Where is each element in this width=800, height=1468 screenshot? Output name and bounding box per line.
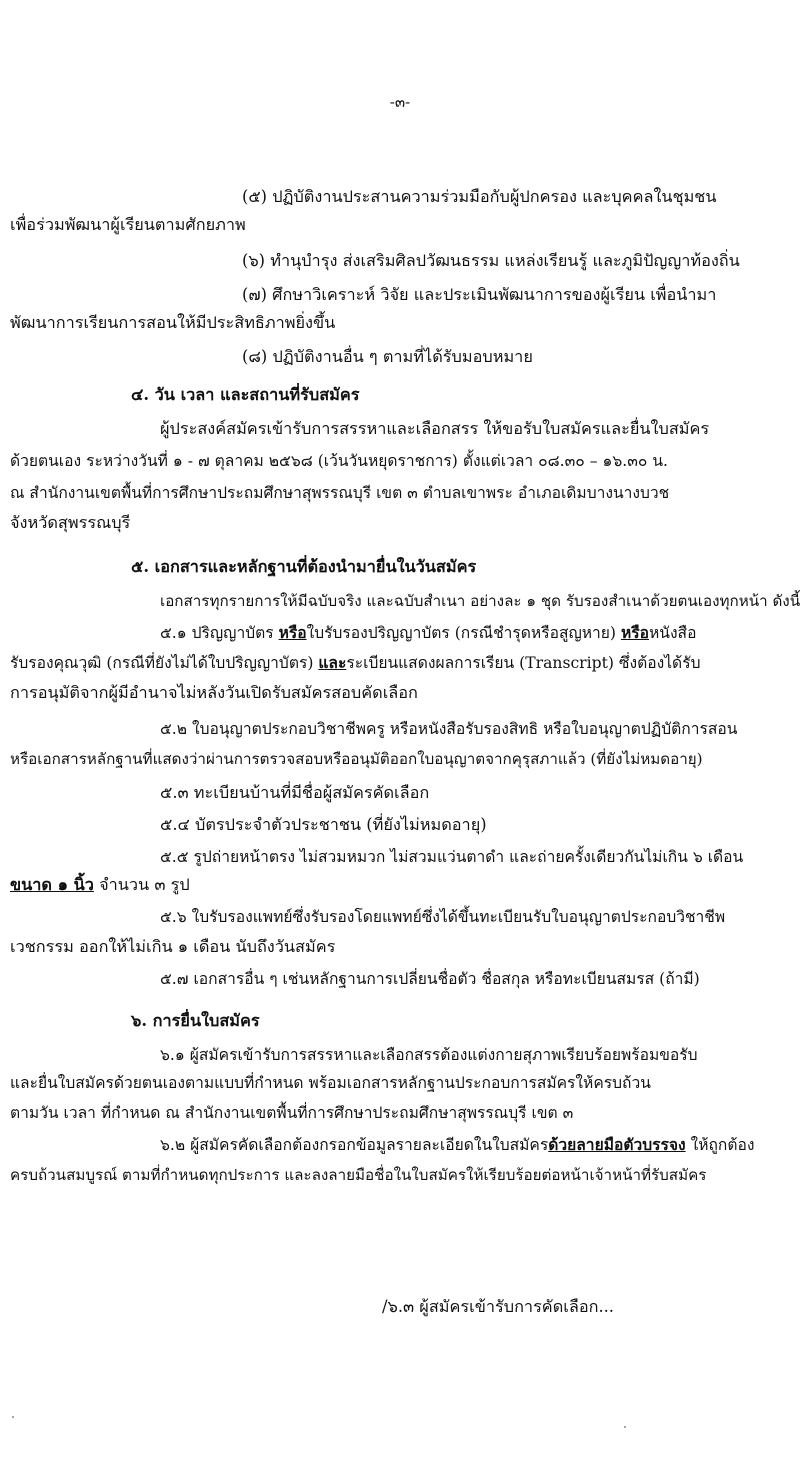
item-6-2-handwriting: ด้วยลายมือตัวบรรจง <box>548 1135 686 1154</box>
duty-5-line1: (๕) ปฏิบัติงานประสานความร่วมมือกับผู้ปกครอง และบุคคลในชุมชน <box>242 187 717 206</box>
item-5-1-line1 <box>160 622 696 644</box>
item-5-5-count: จำนวน ๓ รูป <box>93 875 190 894</box>
duty-5-line2: เพื่อร่วมพัฒนาผู้เรียนตามศักยภาพ <box>10 215 246 234</box>
item-5-1-line2-c: ระเบียนแสดงผลการเรียน (Transcript) ซึ่งต้องได้รับ <box>346 654 701 672</box>
item-6-1-line1: ๖.๑ ผู้สมัครเข้ารับการสรรหาและเลือกสรรต้องแต่งกายสุภาพเรียบร้อยพร้อมขอรับ <box>160 1046 698 1064</box>
item-6-2-line2: ครบถ้วนสมบูรณ์ ตามที่กำหนดทุกประการ และลงลายมือชื่อในใบสมัครให้เรียบร้อยต่อหน้าเจ้าหน้าที่รับสมัคร <box>10 1166 707 1184</box>
item-5-5-line1: ๕.๕ รูปถ่ายหน้าตรง ไม่สวมหมวก ไม่สวมแว่นตาดำ และถ่ายครั้งเดียวกันไม่เกิน ๖ เดือน <box>160 848 744 866</box>
item-6-1-line2: และยื่นใบสมัครด้วยตนเองตามแบบที่กำหนด พร้อมเอกสารหลักฐานประกอบการสมัครให้ครบถ้วน <box>10 1074 651 1092</box>
section-4-line1: ผู้ประสงค์สมัครเข้ารับการสรรหาและเลือกสรร ให้ขอรับใบสมัครและยื่นใบสมัคร <box>160 419 710 438</box>
continuation-footer: /๖.๓ ผู้สมัครเข้ารับการคัดเลือก... <box>382 1297 614 1316</box>
item-6-2-text-c: ให้ถูกต้อง <box>685 1136 755 1154</box>
item-6-2-line1 <box>160 1134 754 1156</box>
section-4-line3: ณ สำนักงานเขตพื้นที่การศึกษาประถมศึกษาสุพรรณบุรี เขต ๓ ตำบลเขาพระ อำเภอเดิมบางนางบวช <box>10 484 670 502</box>
scan-speck <box>12 1416 14 1418</box>
item-5-1-or-2: หรือ <box>620 623 649 642</box>
duty-7-line1: (๗) ศึกษาวิเคราะห์ วิจัย และประเมินพัฒนาการของผู้เรียน เพื่อนำมา <box>242 285 717 304</box>
item-5-1-text-c: ใบรับรองปริญญาบัตร (กรณีชำรุดหรือสูญหาย) <box>306 624 621 642</box>
duty-8: (๘) ปฏิบัติงานอื่น ๆ ตามที่ได้รับมอบหมาย <box>242 347 533 366</box>
section-6-heading: ๖. การยื่นใบสมัคร <box>131 1011 260 1030</box>
item-5-1-text-a: ๕.๑ ปริญญาบัตร <box>160 624 279 642</box>
item-5-1-line2 <box>10 652 700 674</box>
item-5-1-or-1: หรือ <box>278 623 307 642</box>
item-5-6-line1: ๕.๖ ใบรับรองแพทย์ซึ่งรับรองโดยแพทย์ซึ่งได้ขึ้นทะเบียนรับใบอนุญาตประกอบวิชาชีพ <box>160 908 726 926</box>
item-5-1-line2-a: รับรองคุณวุฒิ (กรณีที่ยังไม่ได้ใบปริญญาบัตร) <box>10 654 319 672</box>
section-5-intro: เอกสารทุกรายการให้มีฉบับจริง และฉบับสำเนา อย่างละ ๑ ชุด รับรองสำเนาด้วยตนเองทุกหน้า ดังนี้ <box>160 592 800 610</box>
section-4-line2: ด้วยตนเอง ระหว่างวันที่ ๑ - ๗ ตุลาคม ๒๕๖๘ (เว้นวันหยุดราชการ) ตั้งแต่เวลา ๐๘.๓๐ – ๑๖.๓๐ น. <box>10 452 669 470</box>
duty-6: (๖) ทำนุบำรุง ส่งเสริมศิลปวัฒนธรรม แหล่งเรียนรู้ และภูมิปัญญาท้องถิ่น <box>242 251 740 270</box>
section-4-line4: จังหวัดสุพรรณบุรี <box>10 513 131 532</box>
item-5-4: ๕.๔ บัตรประจำตัวประชาชน (ที่ยังไม่หมดอายุ) <box>160 815 487 834</box>
item-6-2-text-a: ๖.๒ ผู้สมัครคัดเลือกต้องกรอกข้อมูลรายละเอียดในใบสมัคร <box>160 1136 549 1154</box>
item-5-1-text-e: หนังสือ <box>649 624 697 642</box>
duty-7-line2: พัฒนาการเรียนการสอนให้มีประสิทธิภาพยิ่งขึ้น <box>10 313 336 332</box>
item-5-6-line2: เวชกรรม ออกให้ไม่เกิน ๑ เดือน นับถึงวันสมัคร <box>10 937 336 956</box>
item-5-1-and: และ <box>318 653 347 672</box>
item-5-3: ๕.๓ ทะเบียนบ้านที่มีชื่อผู้สมัครคัดเลือก <box>160 783 430 802</box>
scan-speck <box>624 1426 626 1428</box>
item-5-5-size: ขนาด ๑ นิ้ว <box>10 875 94 894</box>
item-5-1-line3: การอนุมัติจากผู้มีอำนาจไม่หลังวันเปิดรับสมัครสอบคัดเลือก <box>10 683 418 702</box>
item-6-1-line3: ตามวัน เวลา ที่กำหนด ณ สำนักงานเขตพื้นที่การศึกษาประถมศึกษาสุพรรณบุรี เขต ๓ <box>10 1104 574 1122</box>
section-5-heading: ๕. เอกสารและหลักฐานที่ต้องนำมายื่นในวันสมัคร <box>131 557 477 576</box>
item-5-2-line2: หรือเอกสารหลักฐานที่แสดงว่าผ่านการตรวจสอบหรืออนุมัติออกใบอนุญาตจากคุรุสภาแล้ว (ที่ยังไม่หมดอายุ) <box>10 750 703 768</box>
item-5-5-line2 <box>10 874 190 896</box>
item-5-2-line1: ๕.๒ ใบอนุญาตประกอบวิชาชีพครู หรือหนังสือรับรองสิทธิ หรือใบอนุญาตปฏิบัติการสอน <box>160 720 738 738</box>
item-5-7: ๕.๗ เอกสารอื่น ๆ เช่นหลักฐานการเปลี่ยนชื่อตัว ชื่อสกุล หรือทะเบียนสมรส (ถ้ามี) <box>160 970 700 988</box>
page-number: -๓- <box>389 93 411 111</box>
section-4-heading: ๔. วัน เวลา และสถานที่รับสมัคร <box>131 385 360 404</box>
